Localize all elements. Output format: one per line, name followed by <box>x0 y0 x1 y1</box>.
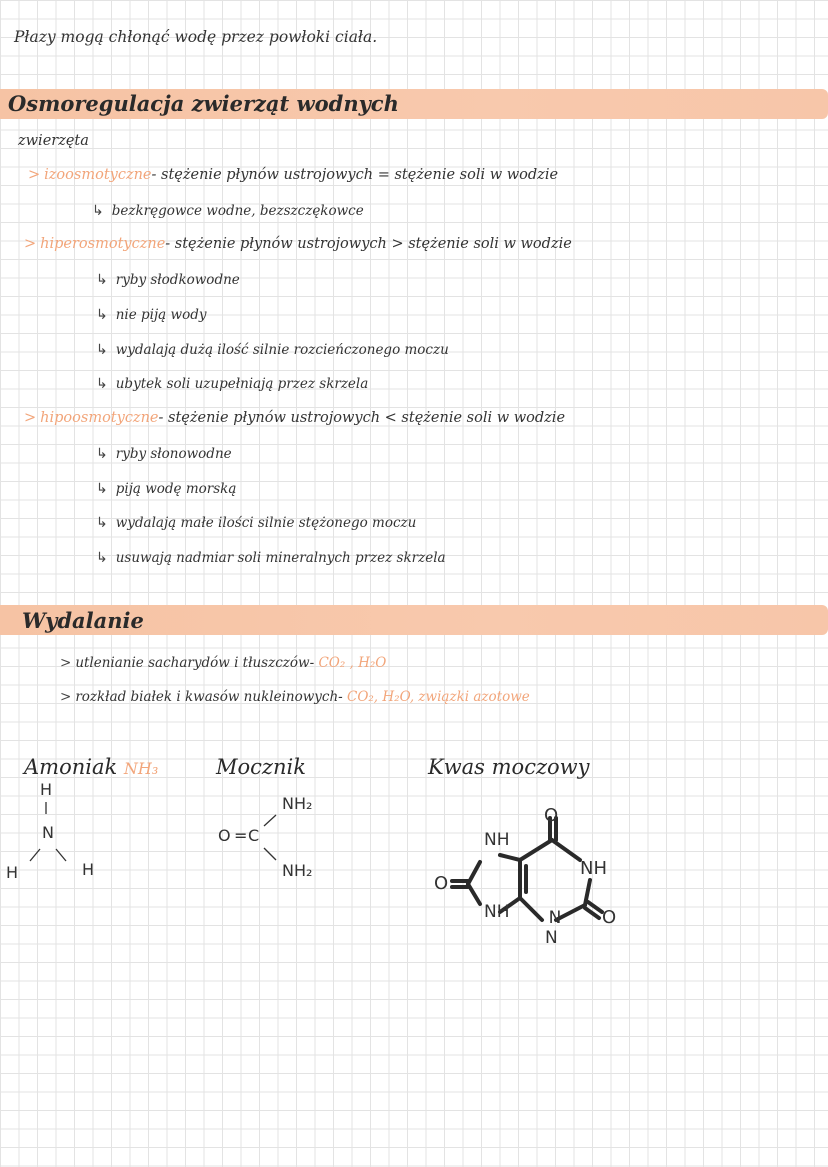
urea-title: Mocznik <box>216 755 306 779</box>
double-bond: = <box>234 826 248 845</box>
list-item: ↳ nie piją wody <box>96 307 207 323</box>
atom-h: H <box>82 860 95 879</box>
atom-n: N <box>42 823 54 842</box>
atom-n: N <box>545 928 558 948</box>
term-izoosmotyczne: izoosmotyczne <box>44 167 152 183</box>
section1-title: Osmoregulacja zwierząt wodnych <box>8 91 399 116</box>
excretion-line-2: > rozkład białek i kwasów nukleinowych- CO₂, H₂O, związki azotowe <box>60 689 530 705</box>
atom-o: O <box>434 873 449 894</box>
list-item: ↳ wydalają małe ilości silnie stężonego moczu <box>96 515 417 531</box>
atom-nh: NH <box>484 902 510 922</box>
atom-nh: NH <box>580 858 607 879</box>
list-item: ↳ ubytek soli uzupełniają przez skrzela <box>96 376 369 392</box>
term-hipoosmotyczne: hipoosmotyczne <box>40 410 159 426</box>
atom-nh: N <box>548 908 562 928</box>
atom-h: H <box>6 863 19 882</box>
section1-subtitle: zwierzęta <box>18 133 89 149</box>
atom-o: O <box>218 826 231 845</box>
excretion-line-1: > utlenianie sacharydów i tłuszczów- CO₂ , H₂O <box>60 655 387 671</box>
section2-title: Wydalanie <box>22 608 144 633</box>
atom-c: C <box>248 826 260 845</box>
atom-nh2: NH₂ <box>282 861 313 880</box>
ammonia-title: Amoniak NH₃ <box>24 755 159 779</box>
list-item: ↳ piją wodę morską <box>96 481 237 497</box>
atom-o: O <box>602 907 617 928</box>
uric-acid-title: Kwas moczowy <box>428 755 590 779</box>
intro-text: Płazy mogą chłonąć wodę przez powłoki ciała. <box>14 28 378 46</box>
products-2: CO₂, H₂O, związki azotowe <box>347 689 530 705</box>
group-hipoosmotyczne: > hipoosmotyczne- stężenie płynów ustrojowych < stężenie soli w wodzie <box>24 410 566 426</box>
atom-nh2: NH₂ <box>282 794 313 813</box>
ammonia-formula: NH₃ <box>123 759 159 778</box>
group-izoosmotyczne: > izoosmotyczne- stężenie płynów ustrojowych = stężenie soli w wodzie <box>28 167 559 183</box>
term-hiperosmotyczne: hiperosmotyczne <box>40 236 166 252</box>
products-1: CO₂ , H₂O <box>318 655 387 671</box>
atom-h: H <box>40 780 53 799</box>
group-hiperosmotyczne: > hiperosmotyczne- stężenie płynów ustrojowych > stężenie soli w wodzie <box>24 236 572 252</box>
list-item: ↳ ryby słonowodne <box>96 446 232 462</box>
atom-o: O <box>544 805 559 826</box>
list-item: ↳ ryby słodkowodne <box>96 272 240 288</box>
list-item: ↳ usuwają nadmiar soli mineralnych przez skrzela <box>96 550 446 566</box>
list-item: ↳ wydalają dużą ilość silnie rozcieńczonego moczu <box>96 342 449 358</box>
atom-nh: NH <box>484 830 510 850</box>
list-item: ↳ bezkręgowce wodne, bezszczękowce <box>92 203 364 219</box>
